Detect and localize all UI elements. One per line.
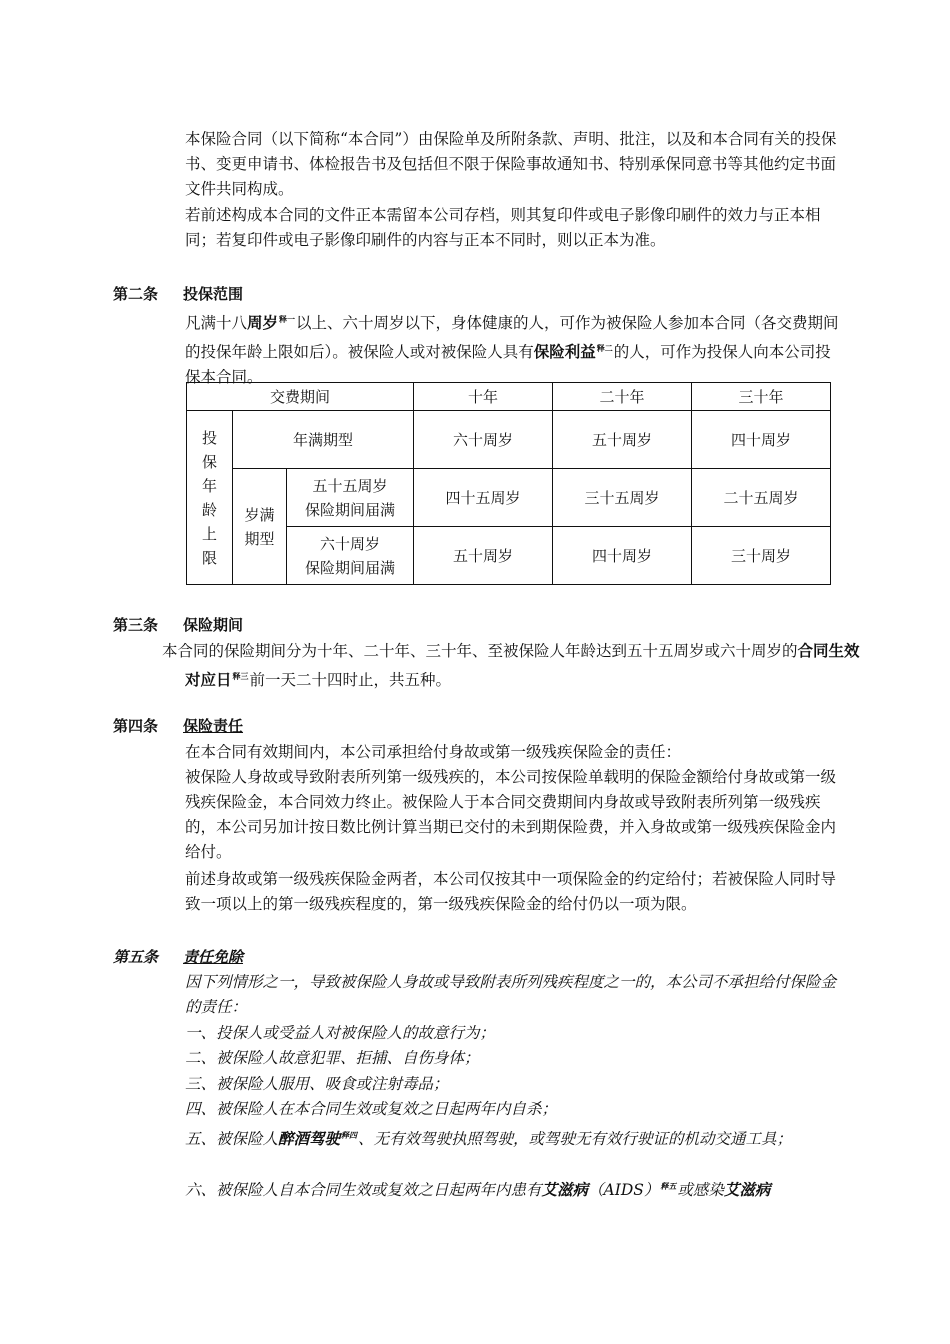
cell-age60-10: 五十周岁 (414, 527, 553, 585)
note-ref-1[interactable]: 释一 (279, 314, 296, 324)
term-effective-date[interactable]: 合同生效对应日 (185, 642, 860, 689)
intro-paragraph-2: 若前述构成本合同的文件正本需留本公司存档，则其复印件或电子影像印刷件的效力与正本相同；若复印件或电子影像印刷件的内容与正本不同时，则以正本为准。 (185, 206, 821, 249)
label-age-term (233, 469, 287, 585)
article-5-heading (113, 945, 243, 970)
side-char: 投 (201, 428, 217, 447)
text-run: 或感染 (677, 1181, 724, 1199)
age-limit-table (186, 382, 831, 585)
label-age60 (287, 527, 414, 585)
term-insurable-interest[interactable]: 保险利益 (533, 343, 596, 361)
text-run: 、无有效驾驶执照驾驶，或驾驶无有效行驶证的机动交通工具； (358, 1130, 793, 1148)
text-run: 的人，可作为投保人向本公司投保本合同。 (185, 343, 831, 386)
header-payment-period: 交费期间 (187, 383, 414, 411)
cell-fixed-30: 四十周岁 (692, 411, 831, 469)
exclusion-item-1: 一、投保人或受益人对被保险人的故意行为； (185, 1024, 496, 1042)
cell-fixed-10: 六十周岁 (414, 411, 553, 469)
side-char: 保 (201, 452, 217, 471)
side-char: 年 (201, 476, 217, 495)
cell-age60-20: 四十周岁 (553, 527, 692, 585)
article-5-intro: 因下列情形之一，导致被保险人身故或导致附表所列残疾程度之一的，本公司不承担给付保险金的责任： (185, 973, 837, 1016)
article-2-heading (113, 282, 243, 307)
term-drunk-driving[interactable]: 醉酒驾驶 (278, 1130, 341, 1148)
article-4-heading (113, 714, 243, 739)
note-ref-3[interactable]: 释三 (232, 671, 249, 681)
article-5-title: 责任免除 (183, 948, 244, 966)
header-30-years: 三十年 (692, 383, 831, 411)
side-char: 上 (201, 524, 217, 543)
cell-age55-20: 三十五周岁 (553, 469, 692, 527)
exclusion-item-4: 四、被保险人在本合同生效或复效之日起两年内自杀； (185, 1100, 558, 1118)
note-ref-2[interactable]: 释二 (596, 343, 613, 353)
side-label-age-limit (187, 411, 233, 585)
article-4-number: 第四条 (113, 717, 159, 735)
term-zhousui[interactable]: 周岁 (247, 314, 279, 332)
cell-age55-10: 四十五周岁 (414, 469, 553, 527)
cell-age60-30: 三十周岁 (692, 527, 831, 585)
article-2-body (185, 307, 840, 390)
label-line: 期型 (244, 529, 275, 548)
side-char: 龄 (201, 500, 217, 519)
label-line: 六十周岁 (319, 534, 380, 553)
side-char: 限 (201, 548, 217, 567)
exclusion-item-2: 二、被保险人故意犯罪、拒捕、自伤身体； (185, 1049, 480, 1067)
label-fixed-term: 年满期型 (233, 411, 414, 469)
article-4-para-3: 前述身故或第一级残疾保险金两者，本公司仅按其中一项保险金的约定给付；若被保险人同时导致一项以上的第一级残疾程度的，第一级残疾保险金的给付仍以一项为限。 (185, 870, 837, 913)
article-5-number: 第五条 (113, 948, 159, 966)
text-run: 本合同的保险期间分为十年、二十年、三十年、至被保险人年龄达到五十五周岁或六十周岁的 (162, 642, 798, 660)
header-10-years: 十年 (414, 383, 553, 411)
article-2-number: 第二条 (113, 285, 159, 303)
article-4-title: 保险责任 (183, 717, 244, 735)
text-run: 以上、六十周岁以下，身体健康的人，可作为被保险人参加本合同（各交费期间的投保年龄上限如后）。被保险人或对被保险人具有 (185, 314, 839, 361)
header-20-years: 二十年 (553, 383, 692, 411)
article-3-heading (113, 613, 243, 638)
label-age55 (287, 469, 414, 527)
label-line: 五十五周岁 (312, 476, 388, 495)
text-run: 凡满十八 (185, 314, 248, 332)
exclusion-item-3: 三、被保险人服用、吸食或注射毒品； (185, 1075, 449, 1093)
label-line: 保险期间届满 (304, 558, 395, 577)
term-aids[interactable]: 艾滋病 (541, 1181, 589, 1199)
text-run: 前一天二十四时止，共五种。 (249, 671, 452, 689)
article-2-title: 投保范围 (183, 285, 244, 303)
article-4-para-2: 被保险人身故或导致附表所列第一级残疾的，本公司按保险单载明的保险金额给付身故或第一级残疾保险金，本合同效力终止。被保险人于本合同交费期间内身故或导致附表所列第一级残疾的，本公司另加计按日数比例计算当期已交付的未到期保险费，并入身故或第一级残疾保险金内给付。 (185, 768, 837, 861)
text-run: （AIDS） (588, 1181, 660, 1199)
cell-age55-30: 二十五周岁 (692, 469, 831, 527)
article-3-number: 第三条 (113, 616, 159, 634)
intro-paragraph-1: 本保险合同（以下简称“本合同”）由保险单及所附条款、声明、批注，以及和本合同有关的投保书、变更申请书、体检报告书及包括但不限于保险事故通知书、特别承保同意书等其他约定书面文件共同构成。 (185, 130, 837, 198)
exclusion-item-6 (185, 1174, 840, 1203)
label-line: 岁满 (244, 505, 275, 524)
article-3-title: 保险期间 (183, 616, 244, 634)
text-run: 六、被保险人自本合同生效或复效之日起两年内患有 (185, 1181, 542, 1199)
term-aids-2[interactable]: 艾滋病 (723, 1181, 771, 1199)
note-ref-4[interactable]: 释四 (341, 1130, 358, 1140)
article-3-body (162, 639, 863, 693)
exclusion-item-5 (185, 1123, 876, 1152)
label-line: 保险期间届满 (304, 500, 395, 519)
cell-fixed-20: 五十周岁 (553, 411, 692, 469)
text-run: 五、被保险人 (185, 1130, 279, 1148)
article-4-para-1: 在本合同有效期间内，本公司承担给付身故或第一级残疾保险金的责任： (185, 743, 682, 761)
note-ref-5[interactable]: 释五 (660, 1181, 677, 1191)
